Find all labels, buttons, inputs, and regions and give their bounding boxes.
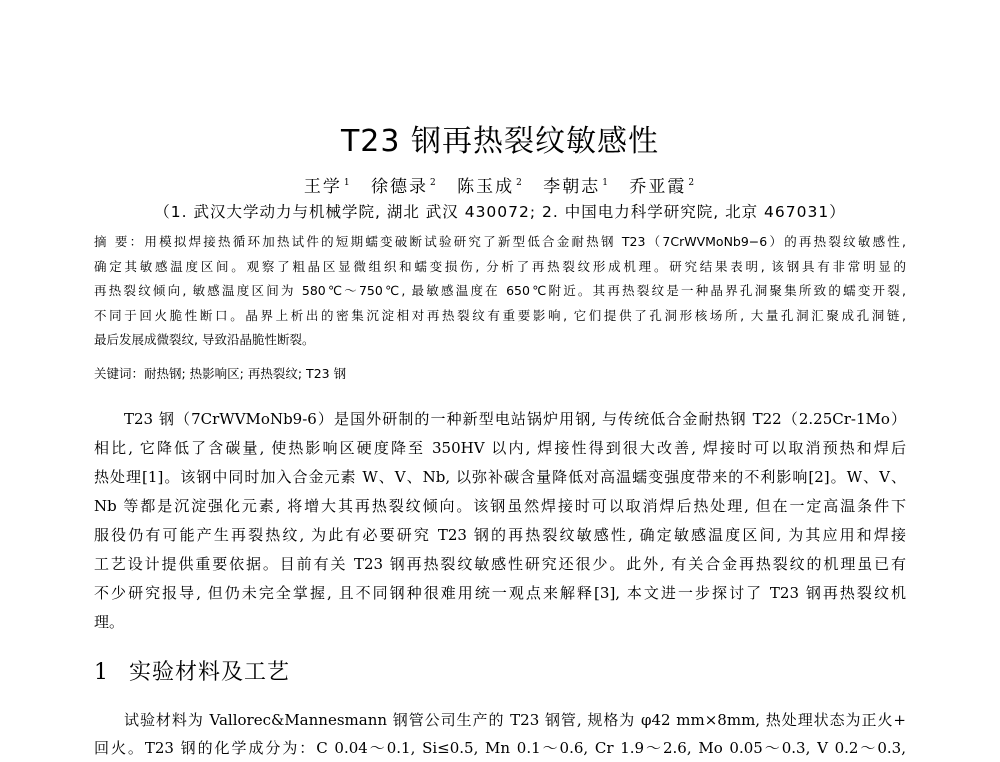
- body-line: 工艺设计提供重要依据。目前有关 T23 钢再热裂纹敏感性研究还很少。此外, 有关合金再热裂纹的机理虽已有: [94, 555, 906, 573]
- body-line: 服役仍有可能产生再裂热纹, 为此有必要研究 T23 钢的再热裂纹敏感性, 确定敏感温度区间, 为其应用和焊接: [94, 526, 906, 544]
- author: 王学 $^1$: [303, 177, 352, 197]
- abstract-line: 确定其敏感温度区间。观察了粗晶区显微组织和蠕变损伤, 分析了再热裂纹形成机理。研究结果表明, 该钢具有非常明显的: [94, 258, 906, 274]
- section-title: 实验材料及工艺: [129, 660, 291, 685]
- intro-paragraph: [94, 405, 906, 637]
- body-line: 不少研究报导, 但仍未完全掌握, 且不同钢种很难用统一观点来解释[3], 本文进一步探讨了 T23 钢再热裂纹机: [94, 584, 906, 602]
- body-line: T23 钢（7CrWVMoNb9-6）是国外研制的一种新型电站锅炉用钢, 与传统低合金耐热钢 T22（2.25Cr-1Mo）: [124, 410, 906, 428]
- abstract: [94, 230, 906, 353]
- paper-title: T23 钢再热裂纹敏感性: [340, 124, 660, 159]
- body-line: 理。: [94, 613, 125, 631]
- abstract-line: 摘 要：用模拟焊接热循环加热试件的短期蠕变破断试验研究了新型低合金耐热钢 T23（7CrWVMoNb9−6）的再热裂纹敏感性,: [94, 234, 906, 249]
- abstract-line: 最后发展成微裂纹, 导致沿晶脆性断裂。: [94, 332, 315, 347]
- keywords: 关键词：耐热钢; 热影响区; 再热裂纹; T23 钢: [94, 366, 347, 381]
- body-line: 热处理[1]。该钢中同时加入合金元素 W、V、Nb, 以弥补碳含量降低对高温蠕变强度带来的不利影响[2]。W、V、: [94, 468, 906, 486]
- abstract-line: 再热裂纹倾向, 敏感温度区间为 580℃～750℃, 最敏感温度在 650℃附近。其再热裂纹是一种晶界孔洞聚集所致的蠕变开裂,: [94, 283, 906, 298]
- section-heading: [94, 655, 290, 686]
- body-line: Nb 等都是沉淀强化元素, 将增大其再热裂纹倾向。该钢虽然焊接时可以取消焊后热处理, 但在一定高温条件下: [94, 497, 906, 515]
- author: 陈玉成 $^2$: [457, 177, 524, 197]
- author: 徐德录 $^2$: [370, 177, 438, 197]
- affiliation: （1. 武汉大学动力与机械学院, 湖北 武汉 430072; 2. 中国电力科学研究院, 北京 467031）: [154, 203, 846, 221]
- body-line: 回火。T23 钢的化学成分为：C 0.04～0.1, Si≤0.5, Mn 0.1～0.6, Cr 1.9～2.6, Mo 0.05～0.3, V 0.2～0.3,: [94, 739, 906, 757]
- section-paragraph: [94, 706, 906, 762]
- section-number: 1: [94, 660, 109, 685]
- abstract-line: 不同于回火脆性断口。晶界上析出的密集沉淀相对再热裂纹有重要影响, 它们提供了孔洞形核场所, 大量孔洞汇聚成孔洞链,: [94, 307, 906, 323]
- body-line: 相比, 它降低了含碳量, 使热影响区硬度降至 350HV 以内, 焊接性得到很大改善, 焊接时可以取消预热和焊后: [94, 439, 906, 457]
- author-list: [0, 172, 1000, 197]
- author: 乔亚霞 $^2$: [629, 177, 697, 197]
- author: 李朝志 $^1$: [543, 177, 610, 197]
- body-line: 试验材料为 Vallorec&Mannesmann 钢管公司生产的 T23 钢管, 规格为 φ42 mm×8mm, 热处理状态为正火+: [124, 711, 906, 729]
